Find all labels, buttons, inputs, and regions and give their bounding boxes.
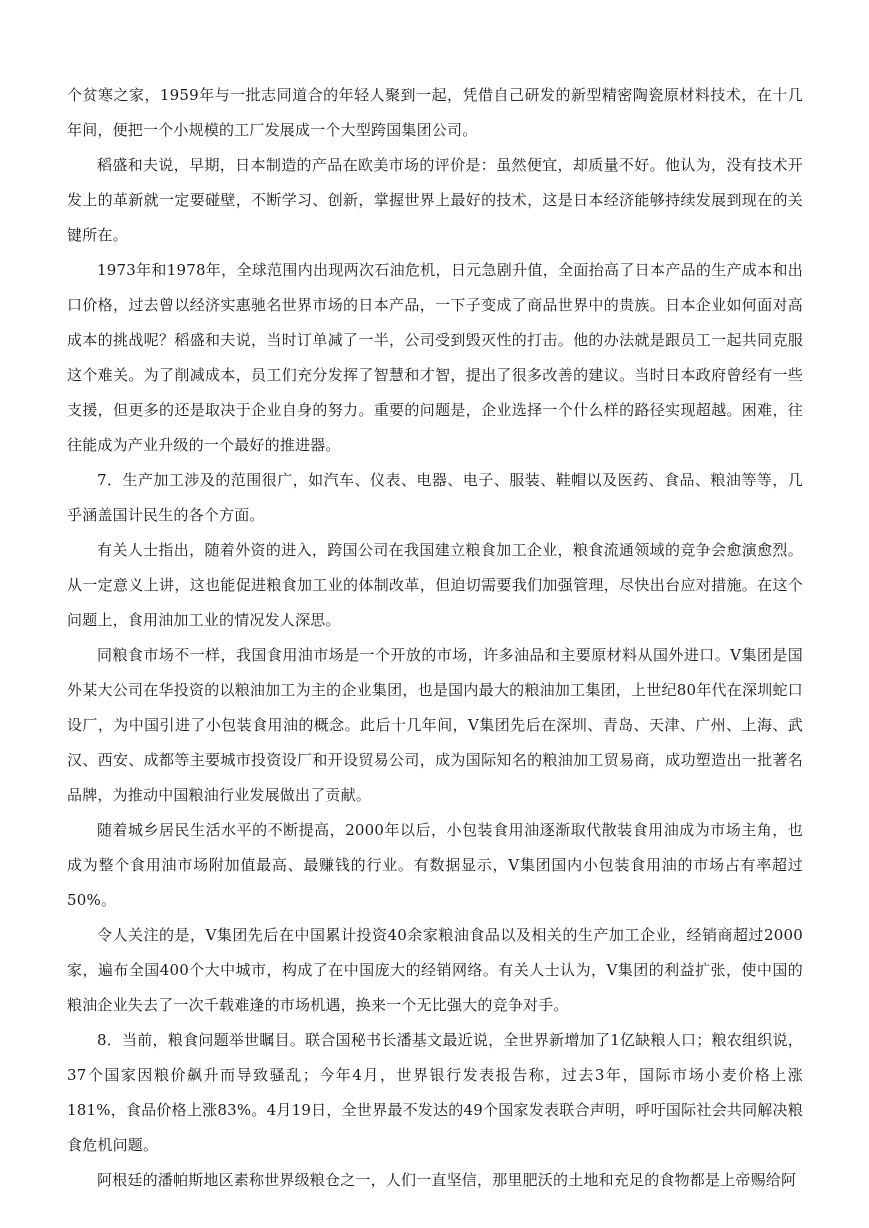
paragraph-argentina: 阿根廷的潘帕斯地区素称世界级粮仓之一，人们一直坚信，那里肥沃的土地和充足的食物都是上帝赐给阿 [97,1171,797,1189]
paragraph-item-7: 7．生产加工涉及的范围很广，如汽车、仪表、电器、电子、服装、鞋帽以及医药、食品、粮油等等，几乎涵盖国计民生的各个方面。 [67,471,803,524]
paragraph-continuation: 个贫寒之家，1959年与一批志同道合的年轻人聚到一起，凭借自己研发的新型精密陶瓷原材料技术，在十几年间，便把一个小规模的工厂发展成一个大型跨国集团公司。 [67,86,803,139]
paragraph-small-package-oil: 随着城乡居民生活水平的不断提高，2000年以后，小包装食用油逐渐取代散装食用油成为市场主角，也成为整个食用油市场附加值最高、最赚钱的行业。有数据显示，V集团国内小包装食用油的市场占有率超过50%。 [67,821,803,909]
paragraph-oil-crisis: 1973年和1978年，全球范围内出现两次石油危机，日元急剧升值，全面抬高了日本产品的生产成本和出口价格，过去曾以经济实惠驰名世界市场的日本产品，一下子变成了商品世界中的贵族。日本企业如何面对高成本的挑战呢？稻盛和夫说，当时订单减了一半，公司受到毁灭性的打击。他的办法就是跟员工一起共同克服这个难关。为了削减成本，员工们充分发挥了智慧和才智，提出了很多改善的建议。当时日本政府曾经有一些支援，但更多的还是取决于企业自身的努力。重要的问题是，企业选择一个什么样的路径实现超越。困难，往往能成为产业升级的一个最好的推进器。 [67,261,803,454]
paragraph-inamori-quality: 稻盛和夫说，早期，日本制造的产品在欧美市场的评价是：虽然便宜，却质量不好。他认为，没有技术开发上的革新就一定要碰壁，不断学习、创新，掌握世界上最好的技术，这是日本经济能够持续发展到现在的关键所在。 [67,156,803,244]
document-page [67,78,803,1198]
paragraph-v-group-expansion: 令人关注的是，V集团先后在中国累计投资40余家粮油食品以及相关的生产加工企业，经销商超过2000家，遍布全国400个大中城市，构成了在中国庞大的经销网络。有关人士认为，V集团的利益扩张，使中国的粮油企业失去了一次千载难逢的市场机遇，换来一个无比强大的竞争对手。 [67,926,803,1014]
paragraph-edible-oil-market: 同粮食市场不一样，我国食用油市场是一个开放的市场，许多油品和主要原材料从国外进口。V集团是国外某大公司在华投资的以粮油加工为主的企业集团，也是国内最大的粮油加工集团，上世纪80年代在深圳蛇口设厂，为中国引进了小包装食用油的概念。此后十几年间，V集团先后在深圳、青岛、天津、广州、上海、武汉、西安、成都等主要城市投资设厂和开设贸易公司，成为国际知名的粮油加工贸易商，成功塑造出一批著名品牌，为推动中国粮油行业发展做出了贡献。 [67,646,803,804]
paragraph-foreign-investment: 有关人士指出，随着外资的进入，跨国公司在我国建立粮食加工企业，粮食流通领域的竞争会愈演愈烈。从一定意义上讲，这也能促进粮食加工业的体制改革，但迫切需要我们加强管理，尽快出台应对措施。在这个问题上，食用油加工业的情况发人深思。 [67,541,803,629]
paragraph-item-8: 8．当前，粮食问题举世瞩目。联合国秘书长潘基文最近说，全世界新增加了1亿缺粮人口；粮农组织说，37个国家因粮价飙升而导致骚乱；今年4月，世界银行发表报告称，过去3年，国际市场小麦价格上涨181%，食品价格上涨83%。4月19日，全世界最不发达的49个国家发表联合声明，呼吁国际社会共同解决粮食危机问题。 [67,1031,803,1154]
